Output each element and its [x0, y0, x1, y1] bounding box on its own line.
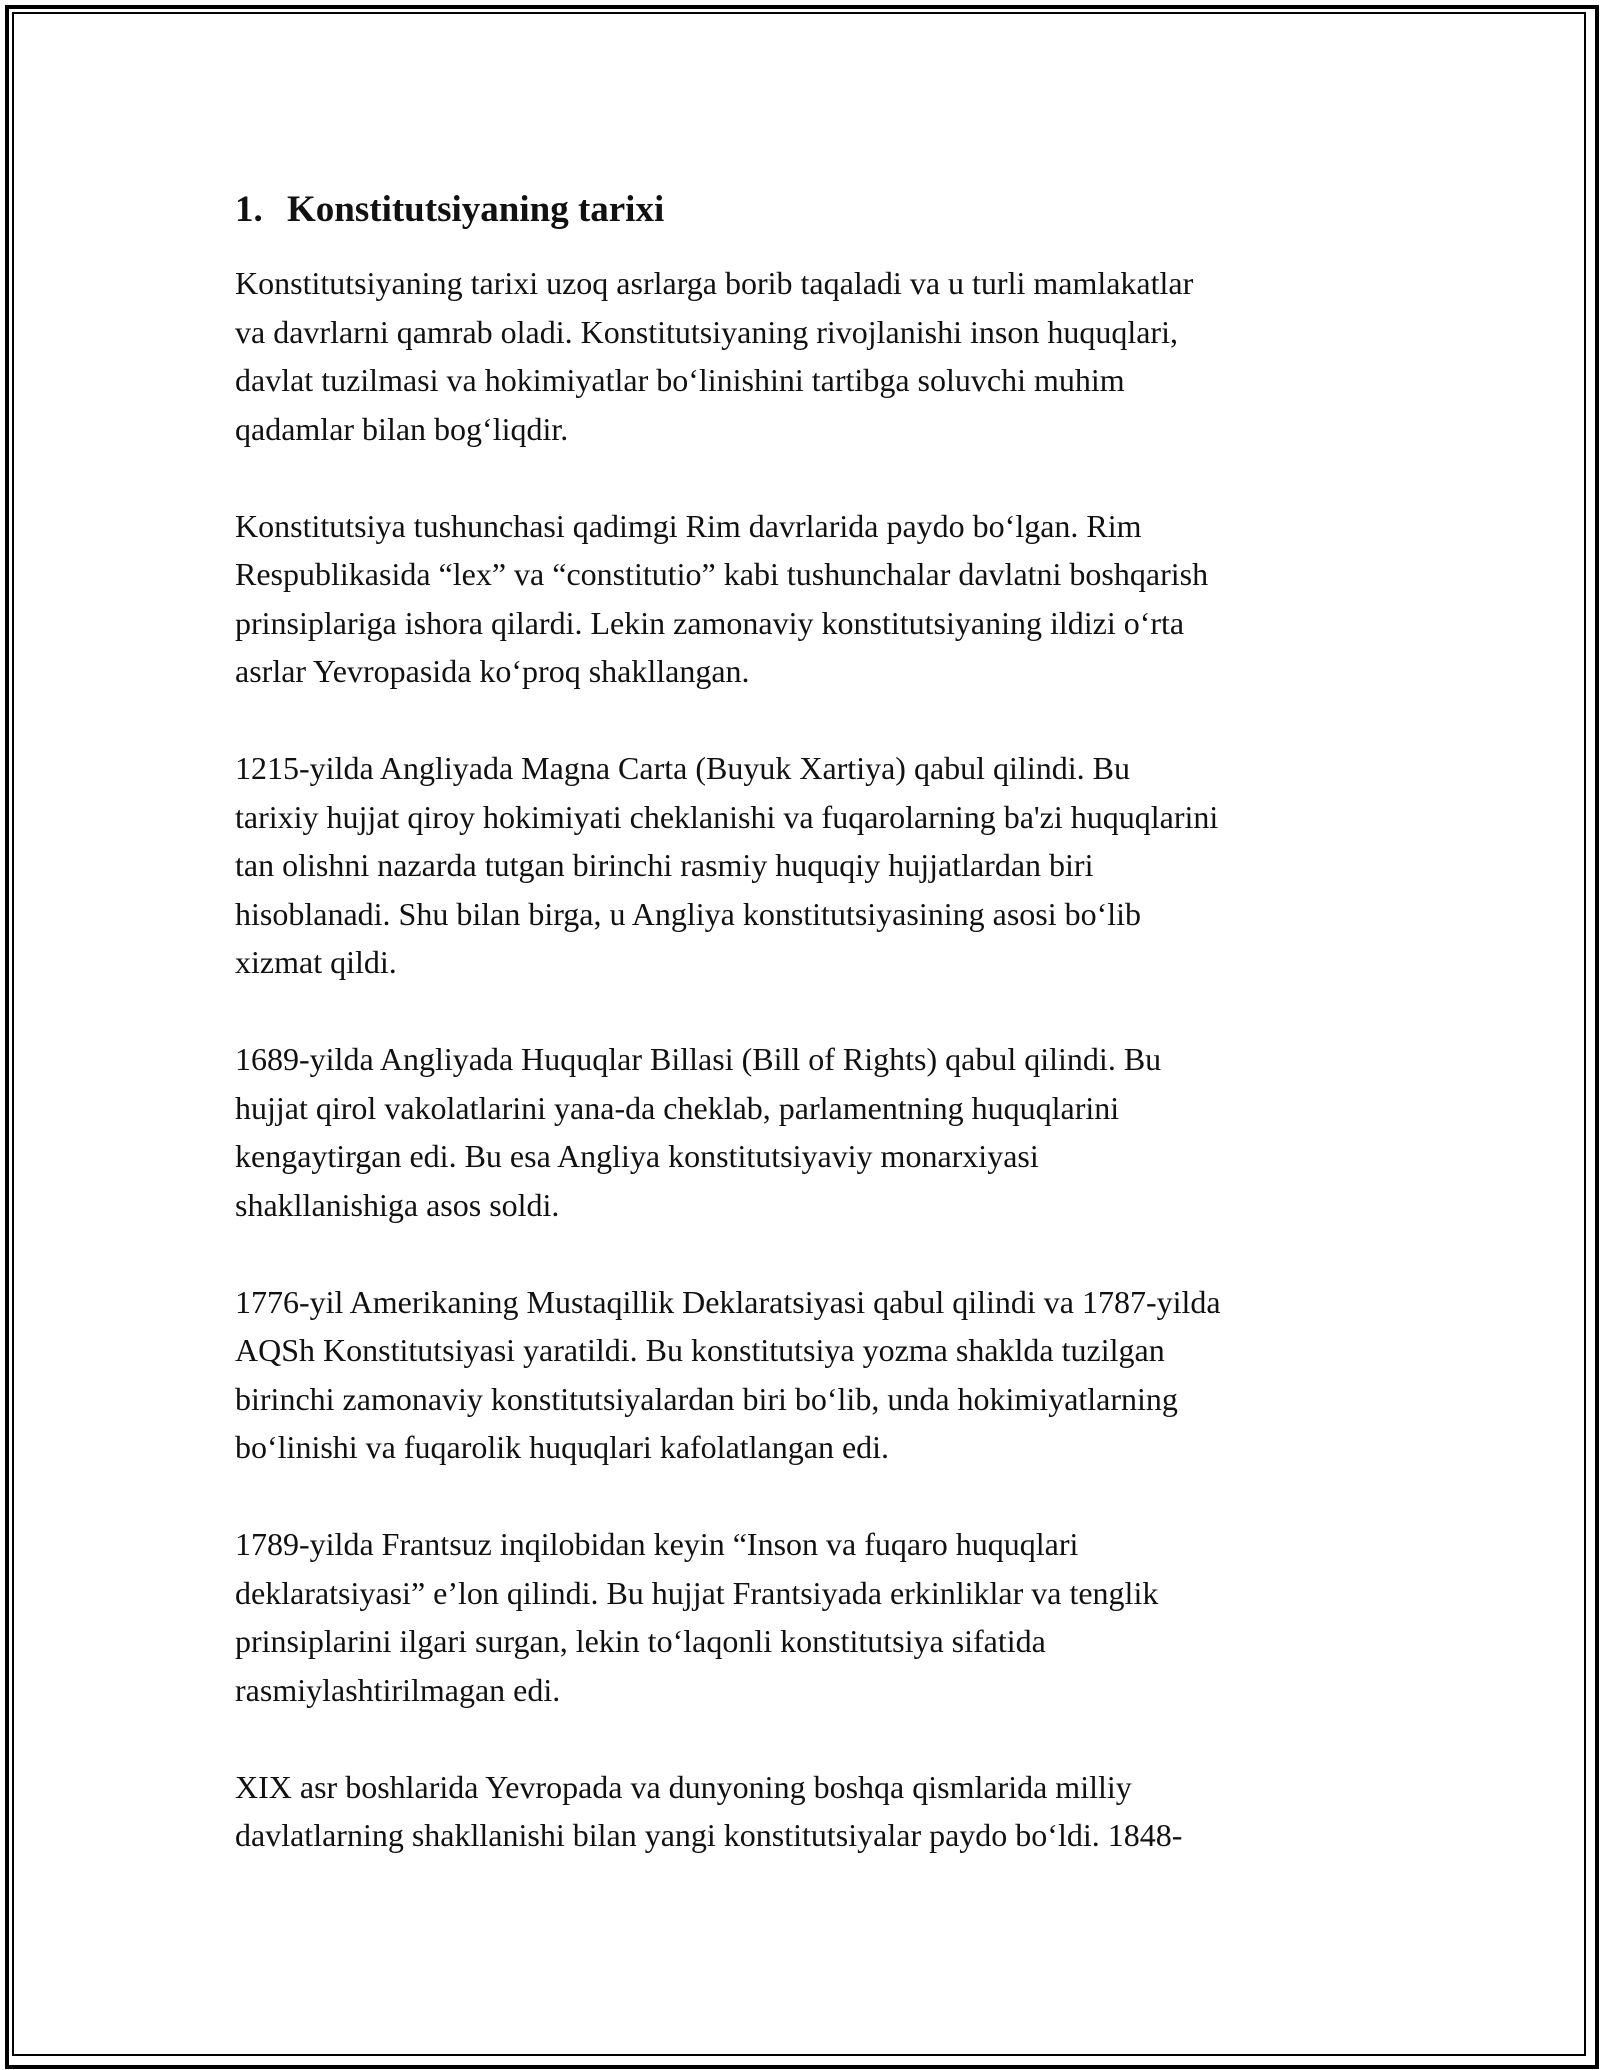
document-body — [235, 186, 1395, 1908]
paragraph-bill-of-rights: 1689-yilda Angliyada Huquqlar Billasi (Bill of Rights) qabul qilindi. Bu hujjat qirol vakolatlarini yana-da cheklab, parlamentning huquqlarini kengaytirgan edi. Bu esa Angliya konstitutsiyaviy monarxiyasi shakllanishiga asos soldi. — [235, 1041, 1162, 1223]
paragraph-intro: Konstitutsiyaning tarixi uzoq asrlarga borib taqaladi va u turli mamlakatlar va davrlarni qamrab oladi. Konstitutsiyaning rivojlanishi inson huquqlari, davlat tuzilmasi va hokimiyatlar boʻlinishini tartibga soluvchi muhim qadamlar bilan bogʻliqdir. — [235, 265, 1194, 447]
paragraph-magna-carta: 1215-yilda Angliyada Magna Carta (Buyuk Xartiya) qabul qilindi. Bu tarixiy hujjat qiroy hokimiyati cheklanishi va fuqarolarning ba'zi huquqlarini tan olishni nazarda tutgan birinchi rasmiy huquqiy hujjatlardan biri hisoblanadi. Shu bilan birga, u Angliya konstitutsiyasining asosi boʻlib xizmat qildi. — [235, 750, 1219, 980]
paragraph-rome: Konstitutsiya tushunchasi qadimgi Rim davrlarida paydo boʻlgan. Rim Respublikasida “lex” va “constitutio” kabi tushunchalar davlatni boshqarish prinsiplariga ishora qilardi. Lekin zamonaviy konstitutsiyaning ildizi oʻrta asrlar Yevropasida koʻproq shakllangan. — [235, 507, 1209, 689]
paragraph-usa: 1776-yil Amerikaning Mustaqillik Deklaratsiyasi qabul qilindi va 1787-yilda AQSh Konstitutsiyasi yaratildi. Bu konstitutsiya yozma shaklda tuzilgan birinchi zamonaviy konstitutsiyalardan biri boʻlib, unda hokimiyatlarning boʻlinishi va fuqarolik huquqlari kafolatlangan edi. — [235, 1283, 1221, 1465]
section-heading — [235, 186, 1395, 234]
section-number: 1. — [235, 189, 263, 230]
section-title: Konstitutsiyaning tarixi — [287, 189, 665, 230]
paragraph-france: 1789-yilda Frantsuz inqilobidan keyin “Inson va fuqaro huquqlari deklaratsiyasi” e’lon qilindi. Bu hujjat Frantsiyada erkinliklar va tenglik prinsiplarini ilgari surgan, lekin toʻlaqonli konstitutsiya sifatida rasmiylashtirilmagan edi. — [235, 1526, 1159, 1708]
paragraph-xix-century: XIX asr boshlarida Yevropada va dunyoning boshqa qismlarida milliy davlatlarning shakllanishi bilan yangi konstitutsiyalar paydo boʻldi. 1848- — [235, 1768, 1183, 1853]
